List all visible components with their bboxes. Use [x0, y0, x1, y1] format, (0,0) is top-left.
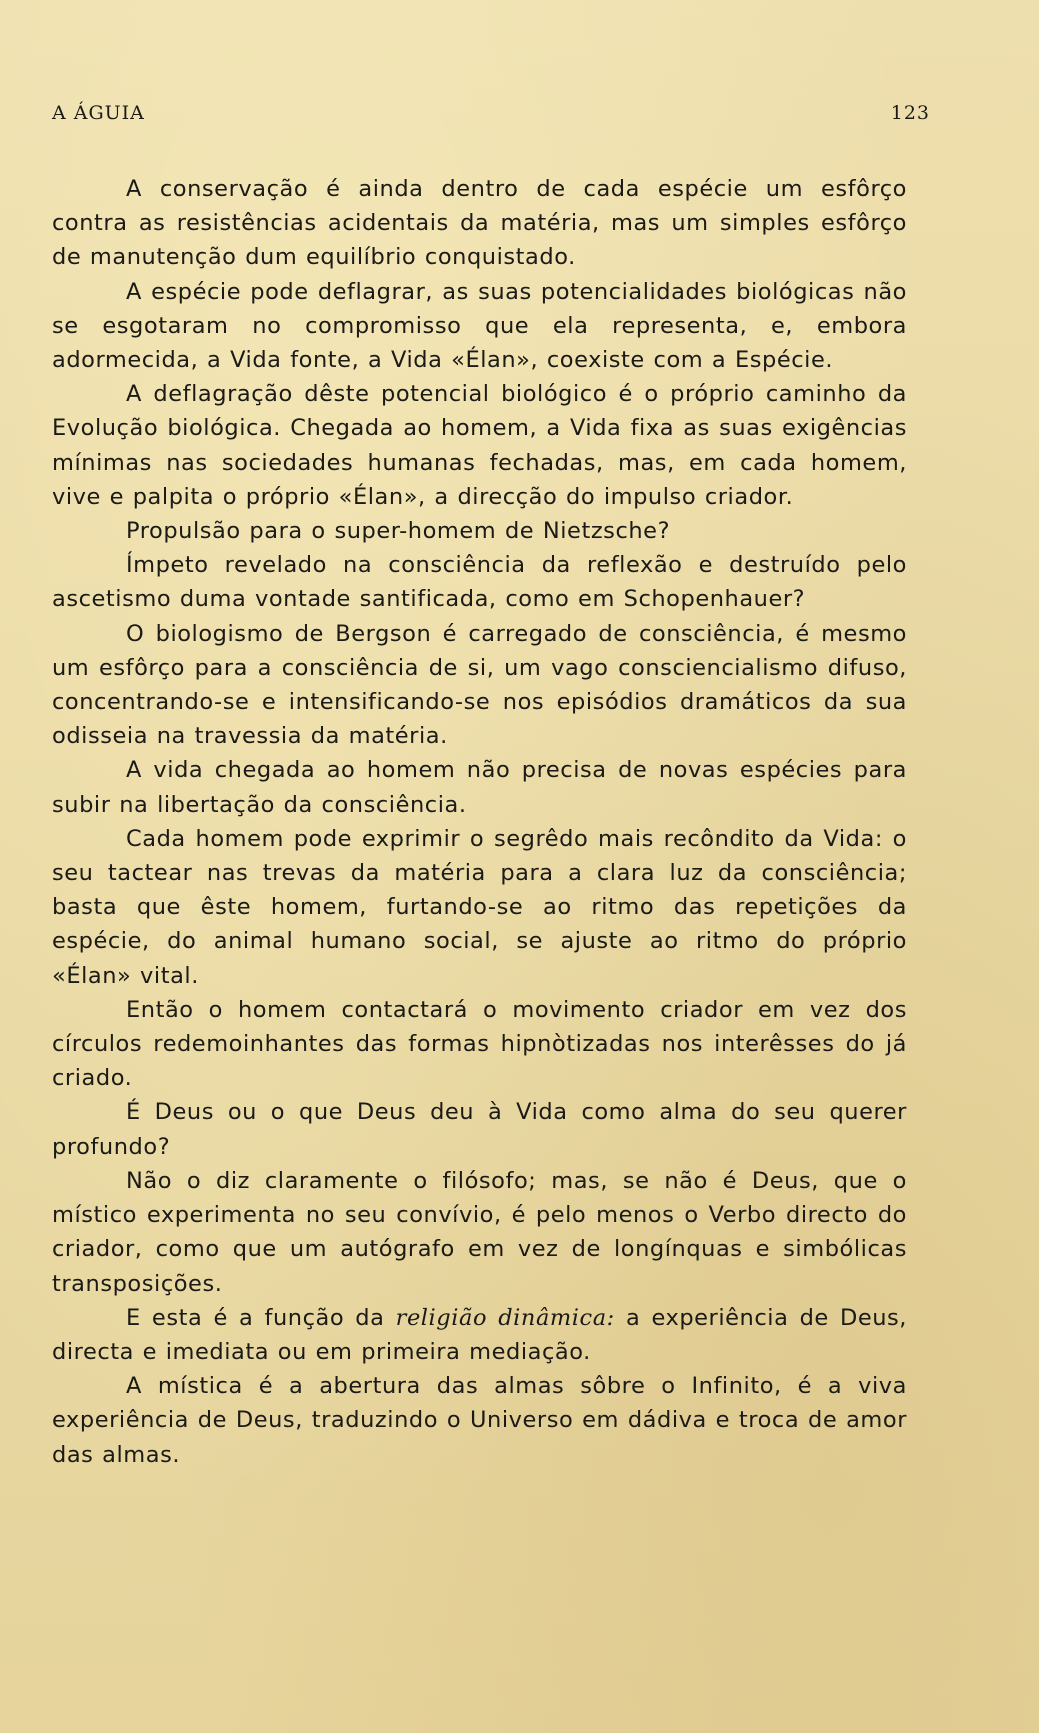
body-text: [52, 172, 907, 1472]
paragraph: A deflagração dêste potencial biológico é o próprio caminho da Evolução biológica. Chegada ao homem, a Vida fixa as suas exigências mínimas nas sociedades humanas fechadas, mas, em cada homem, vive e palpita o próprio «Élan», a direcção do impulso criador.: [52, 381, 907, 510]
paragraph: A espécie pode deflagrar, as suas potencialidades biológicas não se esgotaram no compromisso que ela representa, e, embora adormecida, a Vida fonte, a Vida «Élan», coexiste com a Espécie.: [52, 278, 907, 374]
paragraph: Não o diz claramente o filósofo; mas, se não é Deus, que o místico experimenta no seu convívio, é pelo menos o Verbo directo do criador, como que um autógrafo em vez de longínquas e simbólicas transposições.: [52, 1167, 907, 1297]
page-number: 123: [890, 102, 930, 124]
paragraph-text: a experiência de Deus, directa e imediata ou em primeira mediação.: [52, 1304, 907, 1365]
paragraph: O biologismo de Bergson é carregado de consciência, é mesmo um esfôrço para a consciência de si, um vago consciencialismo difuso, concentrando-se e intensificando-se nos episódios dramáticos da sua odisseia na travessia da matéria.: [52, 620, 907, 750]
emphasis-religiao-dinamica: religião dinâmica:: [395, 1304, 615, 1331]
paragraph: A vida chegada ao homem não precisa de novas espécies para subir na libertação da consciência.: [52, 757, 907, 818]
running-title: A ÁGUIA: [52, 102, 145, 124]
paragraph: [52, 1301, 907, 1369]
paragraph-text: E esta é a função da: [126, 1304, 396, 1331]
paragraph: Ímpeto revelado na consciência da reflexão e destruído pelo ascetismo duma vontade santificada, como em Schopenhauer?: [52, 552, 907, 613]
paragraph: Então o homem contactará o movimento criador em vez dos círculos redemoinhantes das formas hipnòtizadas nos interêsses do já criado.: [52, 996, 907, 1092]
paragraph: A mística é a abertura das almas sôbre o Infinito, é a viva experiência de Deus, traduzindo o Universo em dádiva e troca de amor das almas.: [52, 1373, 907, 1468]
paragraph: Cada homem pode exprimir o segrêdo mais recôndito da Vida: o seu tactear nas trevas da matéria para a clara luz da consciência; basta que êste homem, furtando-se ao ritmo das repetições da espécie, do animal humano social, se ajuste ao ritmo do próprio «Élan» vital.: [52, 825, 907, 989]
paragraph: Propulsão para o super-homem de Nietzsche?: [126, 518, 671, 545]
running-head: [52, 102, 930, 132]
paragraph: É Deus ou o que Deus deu à Vida como alma do seu querer profundo?: [52, 1099, 907, 1160]
paragraph: A conservação é ainda dentro de cada espécie um esfôrço contra as resistências acidentais da matéria, mas um simples esfôrço de manutenção dum equilíbrio conquistado.: [52, 176, 907, 271]
